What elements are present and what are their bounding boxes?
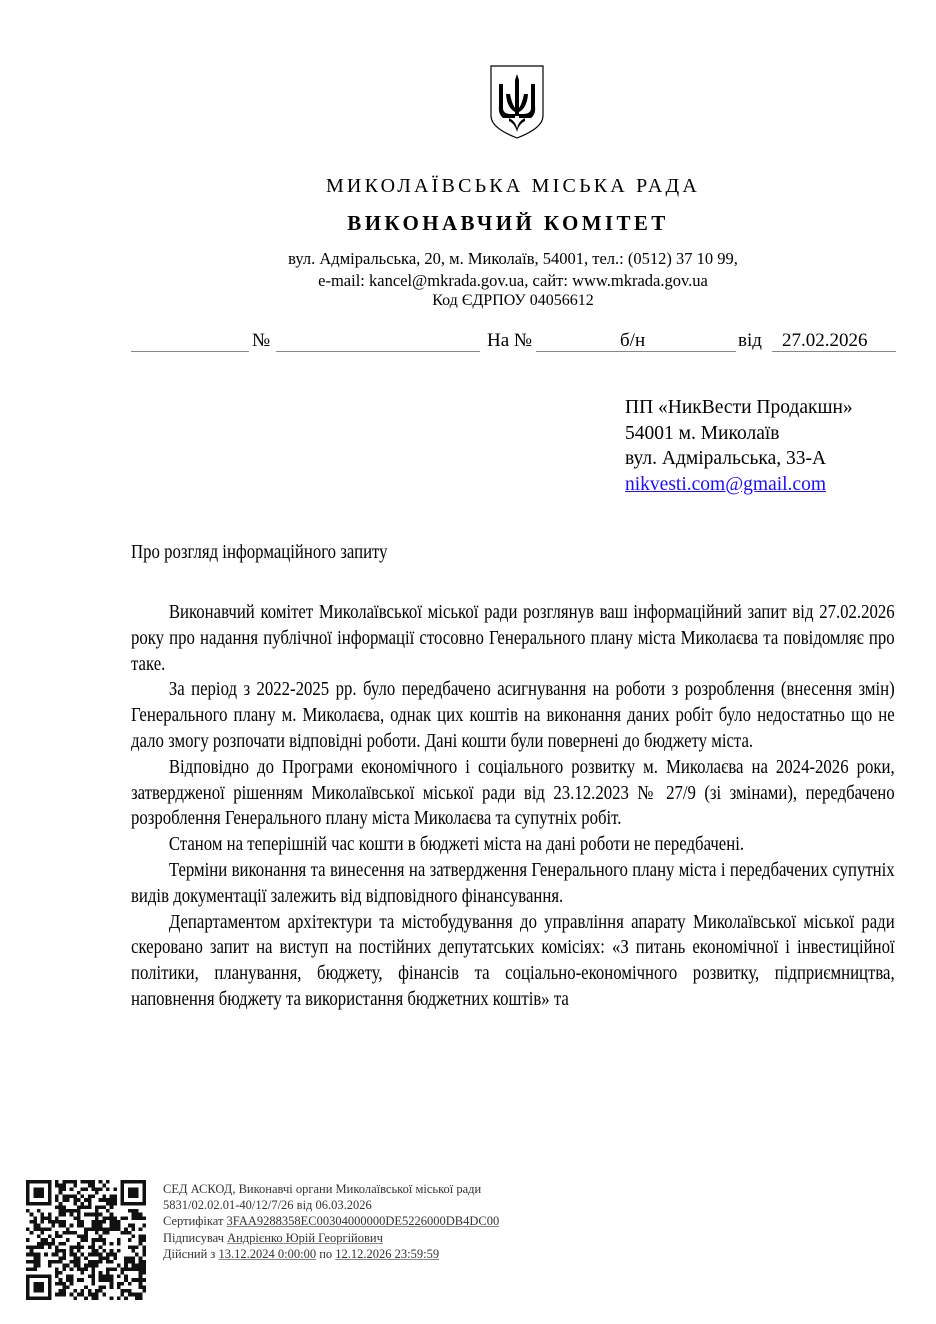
body-paragraph: Виконавчий комітет Миколаївської міської ради розглянув ваш інформаційний запит від 27.02.2026 року про надання публічної інформації стосовно Генерального плану міста Миколаєва та повідомляє про таке. <box>131 602 895 675</box>
committee-name: ВИКОНАВЧИЙ КОМІТЕТ <box>347 211 669 235</box>
body-paragraph: Департаментом архітектури та містобудування до управління апарату Миколаївської міської ради скеровано запит на виступ на постійних депутатських комісіях: «З питань економічної і інвестиційної політики, планування, бюджету, фінансів та соціально-економічного розвитку, підприємництва, наповнення бюджету та використання бюджетних коштів» та <box>131 911 895 1010</box>
outgoing-date-field <box>131 350 249 352</box>
council-name: МИКОЛАЇВСЬКА МІСЬКА РАДА <box>325 175 701 197</box>
contact-line: e-mail: kancel@mkrada.gov.ua, сайт: www.mkrada.gov.ua <box>318 271 708 290</box>
body-paragraph: Терміни виконання та винесення на затвердження Генерального плану міста і передбачених супутніх видів документації залежить від відповідного фінансування. <box>131 859 895 907</box>
valid-from: 13.12.2024 0:00:00 <box>218 1246 317 1261</box>
recipient-email-link[interactable]: nikvesti.com@gmail.com <box>625 473 827 495</box>
signer-value: Андрієнко Юрій Георгійович <box>227 1230 383 1245</box>
body-paragraph: Відповідно до Програми економічного і соціального розвитку м. Миколаєва на 2024-2026 роки, затвердженої рішенням Миколаївської міської ради від 23.12.2023 № 27/9 (зі змінами), передбачено розроблення Генерального плану міста Миколаєва та супутніх робіт. <box>131 756 895 830</box>
letter-subject: Про розгляд інформаційного запиту <box>131 542 388 563</box>
recipient-name: ПП «НикВести Продакшн» <box>625 397 853 418</box>
valid-to-label: по <box>319 1246 333 1261</box>
in-reply-date: 27.02.2026 <box>782 330 868 351</box>
in-reply-value: б/н <box>620 330 646 351</box>
body-paragraph: Станом на теперішній час кошти в бюджеті міста на дані роботи не передбачені. <box>168 834 745 856</box>
signature-validity-row <box>163 1246 499 1262</box>
signature-registration: 5831/02.02.01-40/12/7/26 від 06.03.2026 <box>163 1198 372 1213</box>
date-label: від <box>738 330 762 351</box>
valid-to: 12.12.2026 23:59:59 <box>335 1246 440 1261</box>
certificate-label: Сертифікат <box>163 1214 224 1229</box>
recipient-city: 54001 м. Миколаїв <box>625 422 780 444</box>
edrpou-line: Код ЄДРПОУ 04056612 <box>432 292 594 309</box>
trident-coat-of-arms-icon <box>489 64 545 140</box>
recipient-street: вул. Адміральська, 33-А <box>625 448 827 469</box>
outgoing-number-field <box>276 350 480 352</box>
signature-system: СЕД АСКОД, Виконавчі органи Миколаївської міської ради <box>163 1182 482 1196</box>
body-paragraph: За період з 2022-2025 рр. було передбачено асигнування на роботи з розроблення (внесення змін) Генерального плану м. Миколаєва, однак цих коштів на виконання даних робіт було недостатньо що не дало змогу розпочати відповідні роботи. Дані кошти були повернені до бюджету міста. <box>131 679 895 752</box>
recipient-block <box>625 395 853 497</box>
signature-signer-row <box>163 1230 499 1246</box>
reference-line <box>0 328 936 354</box>
number-sign: № <box>252 330 271 351</box>
signer-label: Підписувач <box>163 1230 224 1245</box>
valid-label: Дійсний з <box>163 1246 216 1261</box>
electronic-signature-stamp <box>163 1181 499 1262</box>
certificate-value: 3FAA9288358EC00304000000DE5226000DB4DC00 <box>226 1214 500 1229</box>
signature-certificate-row <box>163 1213 499 1229</box>
letter-body <box>131 600 895 1013</box>
in-reply-label: На № <box>487 330 533 351</box>
address-line: вул. Адміральська, 20, м. Миколаїв, 54001, тел.: (0512) 37 10 99, <box>288 249 738 268</box>
qr-code-icon <box>26 1180 146 1300</box>
